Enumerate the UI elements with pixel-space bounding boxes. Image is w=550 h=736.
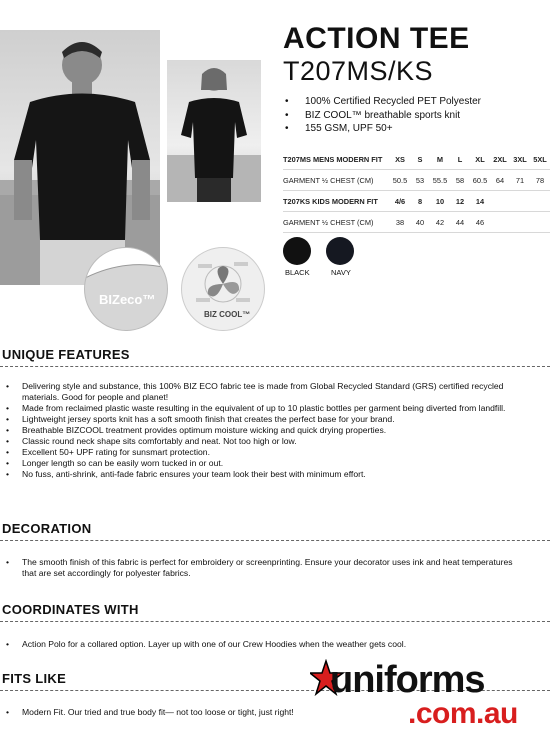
table-cell: 5XL xyxy=(533,154,547,164)
colour-label: BLACK xyxy=(285,268,310,277)
table-row xyxy=(283,191,550,212)
leaf-icon xyxy=(85,248,167,330)
product-code: T207MS/KS xyxy=(283,56,434,86)
table-row xyxy=(283,170,550,191)
table-cell: 50.5 xyxy=(392,175,408,185)
list-item: • Excellent 50+ UPF rating for sunsmart protection. xyxy=(0,447,550,458)
table-cell: 3XL xyxy=(513,154,527,164)
table-cell: 78 xyxy=(535,175,545,185)
list-item: • Made from reclaimed plastic waste resulting in the equivalent of up to 10 plastic bottles per garment being diverted from landfill. xyxy=(0,403,550,414)
table-cell: 10 xyxy=(435,196,445,206)
section-divider xyxy=(0,366,550,367)
section-divider xyxy=(0,621,550,622)
table-row-label: T207MS MENS MODERN FIT xyxy=(283,154,383,164)
table-row-label: GARMENT ½ CHEST (CM) xyxy=(283,217,374,227)
model-girl-photo xyxy=(167,60,261,202)
list-item: • The smooth finish of this fabric is perfect for embroidery or screenprinting. Ensure your decorator uses ink and heat temperatures that are set accordingly for polyester fabrics. xyxy=(0,557,550,579)
bizeco-badge xyxy=(84,247,168,331)
table-cell: 42 xyxy=(435,217,445,227)
model-man-photo xyxy=(0,30,160,285)
list-item: • Longer length so can be easily worn tucked in or out. xyxy=(0,458,550,469)
list-item: • No fuss, anti-shrink, anti-fade fabric ensures your team look their best with minimum effort. xyxy=(0,469,550,480)
table-cell: 53 xyxy=(415,175,425,185)
table-cell xyxy=(530,191,550,212)
product-title: ACTION TEE xyxy=(283,22,470,55)
list-item: • Breathable BIZCOOL treatment provides optimum moisture wicking and quick drying properties. xyxy=(0,425,550,436)
table-cell: 2XL xyxy=(493,154,507,164)
man-figure-illustration xyxy=(0,30,160,285)
table-cell: S xyxy=(417,154,423,164)
table-cell xyxy=(490,212,510,233)
table-row xyxy=(283,149,550,170)
feature-item: • BIZ COOL™ breathable sports knit xyxy=(283,109,481,123)
table-cell: 58 xyxy=(455,175,465,185)
table-row-label: T207KS KIDS MODERN FIT xyxy=(283,196,378,206)
colour-swatch-navy[interactable] xyxy=(326,237,354,265)
section-divider xyxy=(0,540,550,541)
table-cell: 14 xyxy=(475,196,485,206)
list-item: • Action Polo for a collared option. Layer up with one of our Crew Hoodies when the weather gets cool. xyxy=(0,639,550,650)
section-title-fits-like: FITS LIKE xyxy=(2,671,67,686)
table-row xyxy=(283,212,550,233)
table-cell: 4/6 xyxy=(394,196,406,206)
size-chart-table xyxy=(283,149,550,233)
section-title-unique-features: UNIQUE FEATURES xyxy=(2,347,130,362)
table-cell: 44 xyxy=(455,217,465,227)
colour-swatch-black[interactable] xyxy=(283,237,311,265)
table-cell: 64 xyxy=(495,175,505,185)
list-item: • Classic round neck shape sits comfortably and neat. Not too high or low. xyxy=(0,436,550,447)
table-cell: 8 xyxy=(417,196,423,206)
table-cell: 38 xyxy=(395,217,405,227)
uniforms-logo xyxy=(310,659,550,731)
girl-figure-illustration xyxy=(167,60,261,202)
list-item: • Lightweight jersey sports knit has a soft smooth finish that creates the perfect base for your brand. xyxy=(0,414,550,425)
table-cell: M xyxy=(436,154,444,164)
list-item: • Modern Fit. Our tried and true body fit— not too loose or tight, just right! xyxy=(0,707,550,718)
section-title-coordinates-with: COORDINATES WITH xyxy=(2,602,139,617)
table-cell: L xyxy=(457,154,463,164)
table-cell xyxy=(490,191,510,212)
table-cell: XS xyxy=(395,154,405,164)
feature-item: • 100% Certified Recycled PET Polyester xyxy=(283,95,481,109)
bizcool-badge-text: BIZ COOL™ xyxy=(204,310,251,319)
table-cell: 40 xyxy=(415,217,425,227)
logo-text-domain: .com.au xyxy=(408,697,518,730)
table-cell: 46 xyxy=(475,217,485,227)
feature-item: • 155 GSM, UPF 50+ xyxy=(283,122,481,136)
section-title-decoration: DECORATION xyxy=(2,521,92,536)
table-cell xyxy=(510,191,530,212)
list-item: • Delivering style and substance, this 100% BIZ ECO fabric tee is made from Global Recycled Standard (GRS) certified recycled materials. Good for people and planet! xyxy=(0,381,550,403)
colour-label: NAVY xyxy=(331,268,351,277)
decoration-list xyxy=(0,557,550,579)
table-cell: 55.5 xyxy=(432,175,448,185)
table-cell xyxy=(510,212,530,233)
logo-text-uniforms: uniforms xyxy=(330,659,485,701)
bizeco-badge-text: BIZeco™ xyxy=(99,292,156,307)
table-cell: 12 xyxy=(455,196,465,206)
table-cell: 60.5 xyxy=(472,175,488,185)
bizcool-badge xyxy=(181,247,265,331)
coordinates-list xyxy=(0,639,550,650)
table-cell xyxy=(530,212,550,233)
table-cell: XL xyxy=(475,154,485,164)
table-row-label: GARMENT ½ CHEST (CM) xyxy=(283,175,374,185)
unique-features-list xyxy=(0,381,550,480)
product-feature-list xyxy=(283,95,481,136)
table-cell: 71 xyxy=(515,175,525,185)
